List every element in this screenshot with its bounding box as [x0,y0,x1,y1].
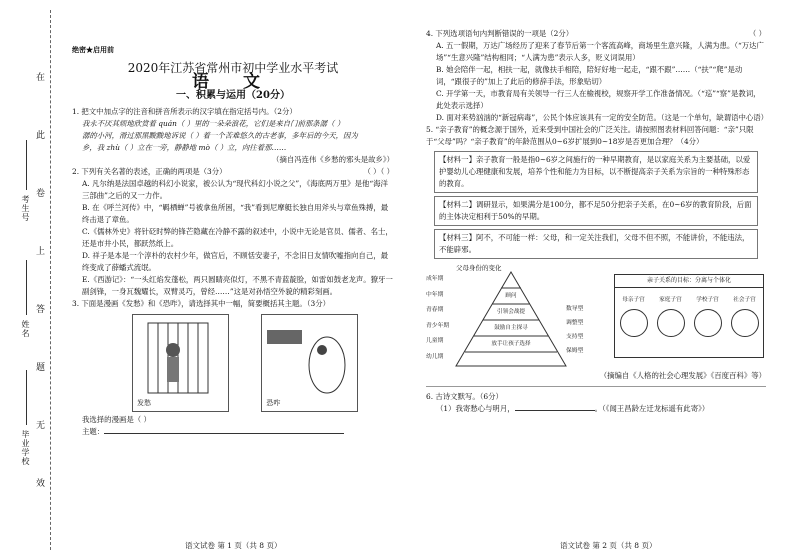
theme-answer-blank[interactable] [104,433,344,434]
q1-source: （摘自冯连伟《乡愁的邪头是故乡》） [272,155,394,164]
page-1 [72,28,394,438]
circle-icon [657,309,685,337]
circle-icon [620,309,648,337]
binding-char: 效 [36,479,46,489]
womb-label: 学校子宫 [696,297,719,303]
field-line [26,140,27,190]
theme-line [72,426,394,438]
question-6: 6. 古诗文默写。（6分） [426,392,503,401]
q2-option-c: C.《儒林外史》将针砭时弊的锋芒隐藏在冷静不露的叙述中，小说中无论是官员、儒者、名士，还是市井小民，都跃然纸上。 [82,227,393,248]
q4-option-a: A. 五一假期，万达广场经历了迎来了春节后第一个客流高峰，商场里生意兴隆，人满为患。（“万达广场”“生意兴隆”结构相同；“人满为患”表示人多，贬义词误用） [436,41,764,62]
q4-answer-bracket: （ ） [748,29,766,38]
q4-option-c: C. 开学第一天，市教育局有关领导一行三人在檢視校，规察开学工作准备情况。（“巡”“察”是教词，此处表示选择） [436,89,761,110]
relationship-diagram [614,274,764,358]
womb-label: 社会子宫 [733,297,756,303]
q2-stem: 2. 下列有关名著的表述，正确的两项是（3分） [72,167,227,176]
type-label: 数导型 [566,306,584,312]
field-exam-number: 考生号 [21,195,30,222]
womb-label: 母亲子宫 [622,297,645,303]
q1-passage: 乡，我 zhù（ ）立在一旁，静静地 mò（ ）立，向往着那…… [82,143,287,152]
question-1: 1. 把文中加点字的注音和拼音所表示的汉字填在指定括号内。（2分） [72,107,297,116]
field-line [26,260,27,315]
q6-1-text: （1）我寄愁心与明月， [436,404,515,413]
relationship-title: 亲子关系的目标：分离与个体化 [615,275,763,288]
binding-char: 答 [36,305,46,315]
stage-label: 儿童期 [426,338,444,344]
circle-icon [731,309,759,337]
cartoon-fear [261,314,358,412]
material-2: 【材料二】调研显示，如果满分是100分，都不足50分把亲子关系，在0~6岁的教育阶段，后面的主体决定相利于50%的早期。 [434,196,758,226]
confidential-mark: 绝密★启用前 [72,45,114,54]
cartoon-label: 发愁 [137,399,151,407]
chosen-cartoon-line: 我选择的漫画是（ ） [82,415,151,424]
cartoon-worry [132,314,229,412]
diagram-area [426,262,766,370]
q2-option-e: E.《西游记》：“一头红焰发蓬松，两只圆睛亮似灯，不黑不青蓝靛脸，如雷如鼓老龙声。獠牙一副剑锋，一身瓦魏耀长，双臂灵巧，曾经……”这是对孙悟空外貌的精彩刻画。 [82,275,393,296]
q4-option-d: D. 面对来势汹汹的“新冠病毒”，公民个体应该具有一定的安全防范。（这是一个单句，缺谓语中心语） [436,113,769,122]
q2-option-d: D. 祥子是本是一个淳朴的农村少年，做官后，不顾恬安妻子，不念旧日友情吹嘘指向自己，最终变成了薛蟠式流氓。 [82,251,388,272]
q4-option-b: B. 她会陪伴一起，相扶一起，就像扶手相陪，陪好好地一起走，“跟不跟”……（“扶”“爬”是动词，“跟很子的”加上了此后的修辞手法，形象贴切） [436,65,743,86]
q4-stem: 4. 下列选项语句内判断错误的一项是（2分） [426,29,574,38]
womb-circles [615,294,763,340]
q5-source: （摘编自《人格的社会心理发展》《百度百科》等） [599,371,766,380]
binding-char: 此 [36,131,46,141]
stage-label: 青春期 [426,307,444,313]
stage-label: 青少年期 [426,322,450,329]
field-school: 毕业学校 [21,430,30,466]
binding-char: 卷 [36,189,46,199]
womb-item [731,294,759,340]
question-2 [72,166,394,178]
womb-label: 家庭子宫 [659,297,682,303]
q2-option-b: B. 在《呼兰河传》中，“羁栖蝉”号被拿鱼所困，“我”看到尼摩艇长独自用斧头与章鱼殊搏，最终击退了章鱼。 [82,203,389,224]
womb-item [657,294,685,340]
womb-item [694,294,722,340]
theme-label: 主题： [82,427,105,436]
q2-answer-bracket: （ ）（ ） [363,167,394,176]
subject-title: 语 文 [192,72,274,92]
type-label: 调整型 [566,320,584,326]
stage-label: 中年期 [426,291,444,298]
cartoon-row [132,314,394,414]
material-1: 【材料一】亲子教育一般是指0~6岁之间施行的一种早期教育，是以家庭关系为主要基础，以爱护婴幼儿心理健康和发展，培养个性和能力为目标，以不断提高亲子关系为宗旨的一种特殊形态的教育。 [434,151,758,193]
binding-char: 上 [36,247,46,257]
binding-char: 题 [36,363,46,373]
question-4 [426,28,766,40]
section-heading: 一、积累与运用（20分） [176,90,290,101]
q6-1-blank[interactable] [515,410,595,411]
binding-char: 在 [36,73,46,83]
pyramid-right-labels [566,302,583,358]
role-label: 放手让孩子选择 [491,341,531,347]
page-footer-1: 语文试卷 第 1 页（共 8 页） [185,541,282,550]
type-label: 保姆型 [566,348,584,354]
stage-label: 幼儿期 [426,353,444,360]
field-line [26,370,27,425]
pyramid-inner-labels [481,288,541,352]
role-label: 引领会战提 [497,309,525,315]
question-3: 3. 下面是漫画《发愁》和《恐咋》，请选择其中一幅，简要概括其主题。（3分） [72,299,330,308]
pyramid-left-labels [426,272,449,365]
binding-margin [0,0,60,560]
type-label: 支持型 [566,334,584,340]
page-footer-2: 语文试卷 第 2 页（共 8 页） [560,541,657,550]
q2-option-a: A. 凡尔纳是法国卓越的科幻小说家，被公认为“现代科幻小说之父”，《海底两万里》是他“海洋三部曲”之后的又一力作。 [82,179,388,200]
binding-dash-line [50,10,51,550]
q6-1-source: 。（《闻王昌龄左迁龙标遥有此寄》） [594,404,710,413]
binding-char: 无 [36,421,46,431]
womb-item [620,294,648,340]
cartoon-label: 恐咋 [266,399,281,407]
page-2 [426,28,769,415]
material-3: 【材料三】阿不，不可能一样：父母，和一定关注我们，父母不但不照，不能讲价，不能违法，不能辟邪。 [434,229,758,259]
field-name: 姓名 [21,320,30,338]
exam-title: 2020年江苏省常州市初中学业水平考试 [127,61,339,75]
stage-label: 成年期 [426,276,444,282]
q1-passage: 我永不厌其烦地欣赏着 quán（ ）里的一朵朵浪花，它们是来自门前那条潺（ ） [82,119,345,128]
pyramid-title: 父母身份的变化 [456,264,502,272]
role-label: 鼓励自主探寻 [494,325,528,331]
circle-icon [694,309,722,337]
question-5: 5. “亲子教育”的概念源于国外，近来受到中国社会的广泛关注。请按照图表材料回答问题：“亲”只限于“父母”吗？“亲子教育”的年龄范围从0~6岁扩展到0~18岁是否更加合理？（4分） [426,125,754,146]
role-label: 顾问 [505,293,517,299]
q6-item-1 [426,403,766,415]
q1-passage: 潺的小河，滑过那黑黢黢地诉说（ ）着一个苦难悠久的古老事，多年后的今天，因为 [82,131,358,140]
